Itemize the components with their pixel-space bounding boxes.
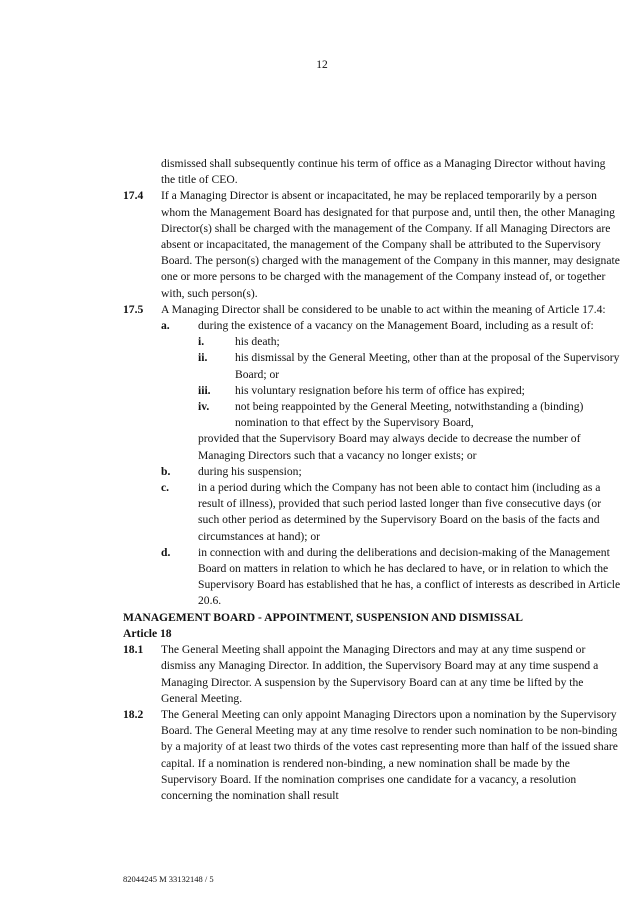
clause-number: 18.2 bbox=[123, 707, 144, 721]
clause-text: The General Meeting can only appoint Managing Directors upon a nomination by the Supervisory Board. The General Meeting may at any time resolve to render such nomination to be non-binding by a majority of at least two thirds of the votes cast representing more than half of the issued share capital. If a nomination is rendered non-binding, a new nomination shall be made by the Supervisory Board. If the nomination comprises one candidate for a vacancy, a resolution concerning the nomination shall result bbox=[161, 707, 618, 802]
intro-text: dismissed shall subsequently continue his term of office as a Managing Director without having the title of CEO. bbox=[161, 157, 606, 187]
item-a-iv bbox=[198, 399, 622, 431]
item-text: during the existence of a vacancy on the Management Board, including as a result of: bbox=[198, 319, 594, 333]
page-number: 12 bbox=[316, 59, 328, 71]
article-heading: Article 18 bbox=[123, 626, 172, 640]
item-a-iii bbox=[198, 383, 622, 399]
item-letter: c. bbox=[161, 481, 170, 495]
item-letter: a. bbox=[161, 319, 170, 333]
clause-18-2 bbox=[123, 707, 622, 804]
item-text: his dismissal by the General Meeting, other than at the proposal of the Supervisory Board; or bbox=[235, 351, 620, 381]
item-a-i bbox=[198, 334, 622, 350]
item-letter: b. bbox=[161, 464, 171, 478]
clause-17-5 bbox=[123, 302, 622, 318]
item-text: in connection with and during the deliberations and decision-making of the Management Board on matters in relation to which he has declared to have, or in relation to which the Supervisory Board has established that he has, a conflict of interests as described in Article 20.6. bbox=[198, 545, 621, 608]
item-text: in a period during which the Company has not been able to contact him (including as a result of illness), provided that such period lasted longer than five consecutive days (or such other period as determined by the Supervisory Board on the basis of the facts and circumstances at hand); or bbox=[198, 481, 602, 543]
item-a-ii bbox=[198, 350, 622, 382]
clause-18-1 bbox=[123, 642, 622, 707]
item-letter: d. bbox=[161, 545, 171, 559]
section-heading: MANAGEMENT BOARD - APPOINTMENT, SUSPENSION AND DISMISSAL bbox=[123, 610, 523, 624]
item-roman: i. bbox=[198, 335, 205, 349]
clause-text: The General Meeting shall appoint the Managing Directors and may at any time suspend or dismiss any Managing Director. In addition, the Supervisory Board may at any time suspend a Managing Director. A suspension by the Supervisory Board can at any time be lifted by the General Meeting. bbox=[161, 643, 599, 705]
item-a bbox=[161, 318, 622, 334]
item-text: during his suspension; bbox=[198, 464, 302, 478]
document-reference: 82044245 M 33132148 / 5 bbox=[123, 874, 214, 884]
document-body bbox=[123, 156, 622, 804]
item-text: not being reappointed by the General Meeting, notwithstanding a (binding) nomination to that effect by the Supervisory Board, bbox=[235, 400, 584, 430]
item-c bbox=[161, 480, 622, 545]
clause-number: 18.1 bbox=[123, 643, 144, 657]
item-a-proviso: provided that the Supervisory Board may always decide to decrease the number of Managing Directors such that a vacancy no longer exists; or bbox=[198, 432, 581, 462]
clause-number: 17.4 bbox=[123, 189, 144, 203]
clause-text: A Managing Director shall be considered to be unable to act within the meaning of Article 17.4: bbox=[161, 302, 606, 316]
clause-number: 17.5 bbox=[123, 302, 144, 316]
clause-17-4 bbox=[123, 188, 622, 301]
item-roman: iii. bbox=[198, 383, 211, 397]
item-d bbox=[161, 545, 622, 610]
item-roman: iv. bbox=[198, 400, 210, 414]
item-roman: ii. bbox=[198, 351, 208, 365]
item-text: his voluntary resignation before his term of office has expired; bbox=[235, 383, 525, 397]
item-b bbox=[161, 464, 622, 480]
clause-text: If a Managing Director is absent or incapacitated, he may be replaced temporarily by a person whom the Management Board has designated for that purpose and, until then, the other Managing Director(s) shall be charged with the management of the Company. If all Managing Directors are absent or incapacitated, the management of the Company shall be attributed to the Supervisory Board. The person(s) charged with the management of the Company in this manner, may designate one or more persons to be charged with the management of the Company instead of, or together with, such person(s). bbox=[161, 189, 620, 300]
item-text: his death; bbox=[235, 335, 280, 349]
